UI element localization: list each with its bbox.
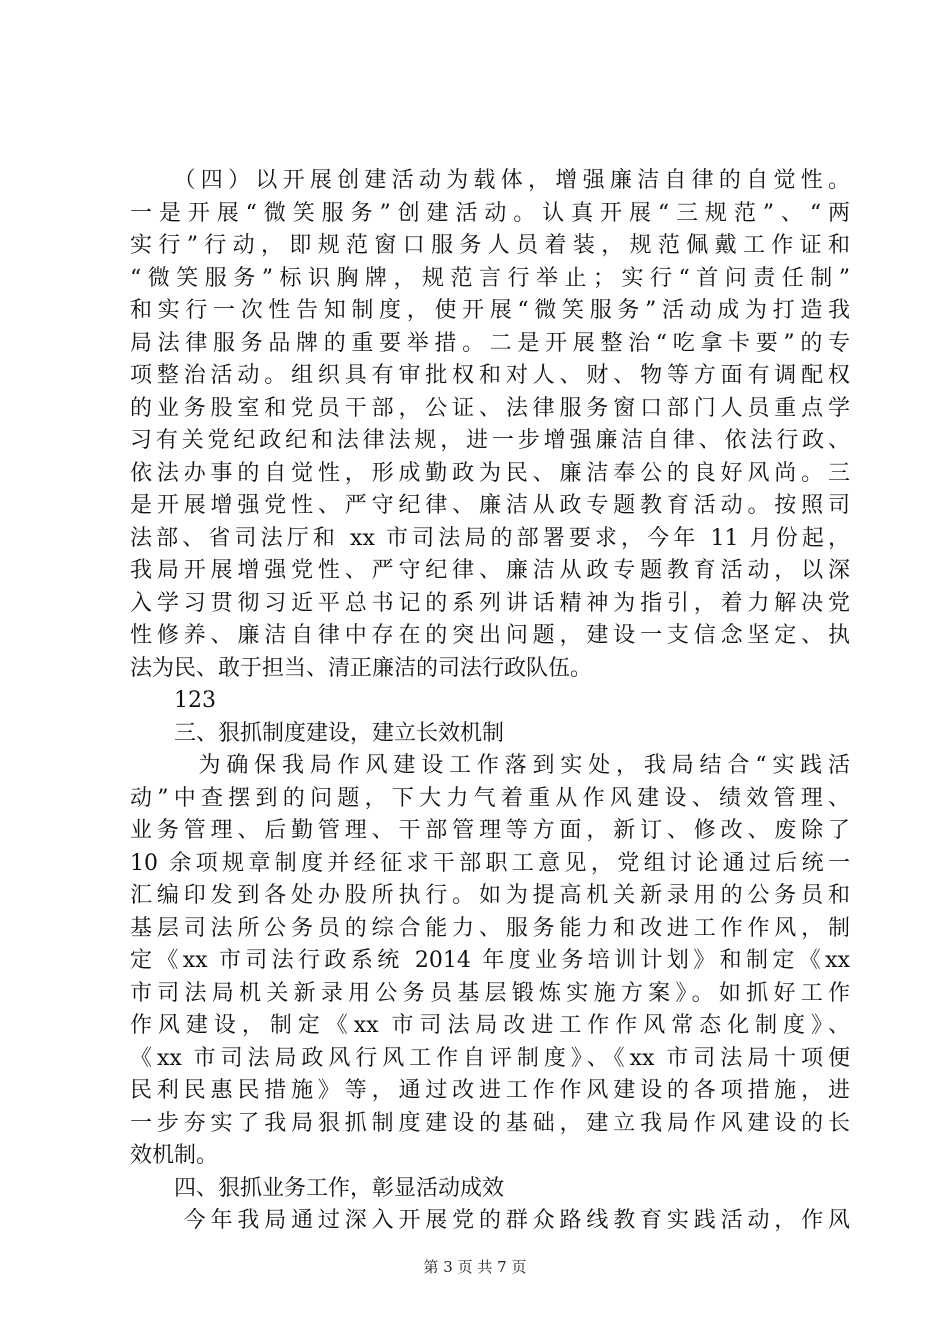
text-line: 效机制。	[130, 1143, 219, 1168]
text-line: 入学习贯彻习近平总书记的系列讲话精神为指引，着力解决党	[130, 590, 850, 616]
text-line: 123	[130, 688, 216, 713]
text-line: 基层司法所公务员的综合能力、服务能力和改进工作作风，制	[130, 915, 850, 941]
text-line: 习有关党纪政纪和法律法规，进一步增强廉洁自律、依法行政、	[130, 428, 850, 453]
text-line: 10 余项规章制度并经征求干部职工意见，党组讨论通过后统一	[130, 850, 850, 876]
text-line: （四）以开展创建活动为载体，增强廉洁自律的自觉性。	[130, 168, 850, 193]
text-line: 依法办事的自觉性，形成勤政为民、廉洁奉公的良好风尚。三	[130, 460, 850, 486]
text-line: 我局开展增强党性、严守纪律、廉洁从政专题教育活动，以深	[130, 558, 850, 583]
text-line: 法为民、敢于担当、清正廉洁的司法行政队伍。	[130, 655, 593, 681]
text-line: 市司法局机关新录用公务员基层锻炼实施方案》。如抓好工作	[130, 980, 850, 1006]
text-line: 一步夯实了我局狠抓制度建设的基础，建立我局作风建设的长	[130, 1110, 850, 1136]
page-number-footer: 第 3 页 共 7 页	[423, 1258, 527, 1276]
text-line: 民利民惠民措施》等，通过改进工作作风建设的各项措施，进	[130, 1078, 850, 1103]
text-line: 定《xx 市司法行政系统 2014 年度业务培训计划》和制定《xx	[130, 948, 850, 973]
text-line: 项整治活动。组织具有审批权和对人、财、物等方面有调配权	[130, 363, 850, 388]
section-heading: 三、狠抓制度建设，建立长效机制	[130, 720, 505, 746]
paragraph-section-four	[130, 1205, 850, 1238]
paragraph-section-four-item	[130, 165, 850, 685]
text-line: 汇编印发到各处办股所执行。如为提高机关新录用的公务员和	[130, 883, 850, 908]
text-line: 业务管理、后勤管理、干部管理等方面，新订、修改、废除了	[130, 818, 850, 843]
text-line: 一是开展“微笑服务”创建活动。认真开展“三规范”、“两	[130, 200, 850, 226]
text-line: 实行”行动，即规范窗口服务人员着装，规范佩戴工作证和	[130, 233, 850, 258]
text-line: 作风建设，制定《xx 市司法局改进工作作风常态化制度》、	[130, 1013, 850, 1038]
section-heading: 四、狠抓业务工作，彰显活动成效	[130, 1175, 505, 1201]
section-heading-three	[130, 718, 850, 751]
text-line: 局法律服务品牌的重要举措。二是开展整治“吃拿卡要”的专	[130, 330, 850, 356]
text-line: 《xx 市司法局政风行风工作自评制度》、《xx 市司法局十项便	[130, 1045, 850, 1071]
text-line: 今年我局通过深入开展党的群众路线教育实践活动，作风	[130, 1208, 850, 1233]
text-line: 法部、省司法厅和 xx 市司法局的部署要求，今年 11 月份起，	[130, 525, 850, 551]
text-line: 动”中查摆到的问题，下大力气着重从作风建设、绩效管理、	[130, 785, 850, 811]
text-line: 性修养、廉洁自律中存在的突出问题，建设一支信念坚定、执	[130, 623, 850, 648]
paragraph-section-three	[130, 750, 850, 1173]
paragraph-number	[130, 685, 850, 718]
text-line: “微笑服务”标识胸牌，规范言行举止；实行“首问责任制”	[130, 265, 850, 291]
document-body	[130, 165, 850, 1238]
text-line: 是开展增强党性、严守纪律、廉洁从政专题教育活动。按照司	[130, 493, 850, 518]
text-line: 的业务股室和党员干部，公证、法律服务窗口部门人员重点学	[130, 395, 850, 421]
section-heading-four	[130, 1173, 850, 1206]
text-line: 和实行一次性告知制度，使开展“微笑服务”活动成为打造我	[130, 298, 850, 323]
text-line: 为确保我局作风建设工作落到实处，我局结合“实践活	[130, 753, 850, 778]
